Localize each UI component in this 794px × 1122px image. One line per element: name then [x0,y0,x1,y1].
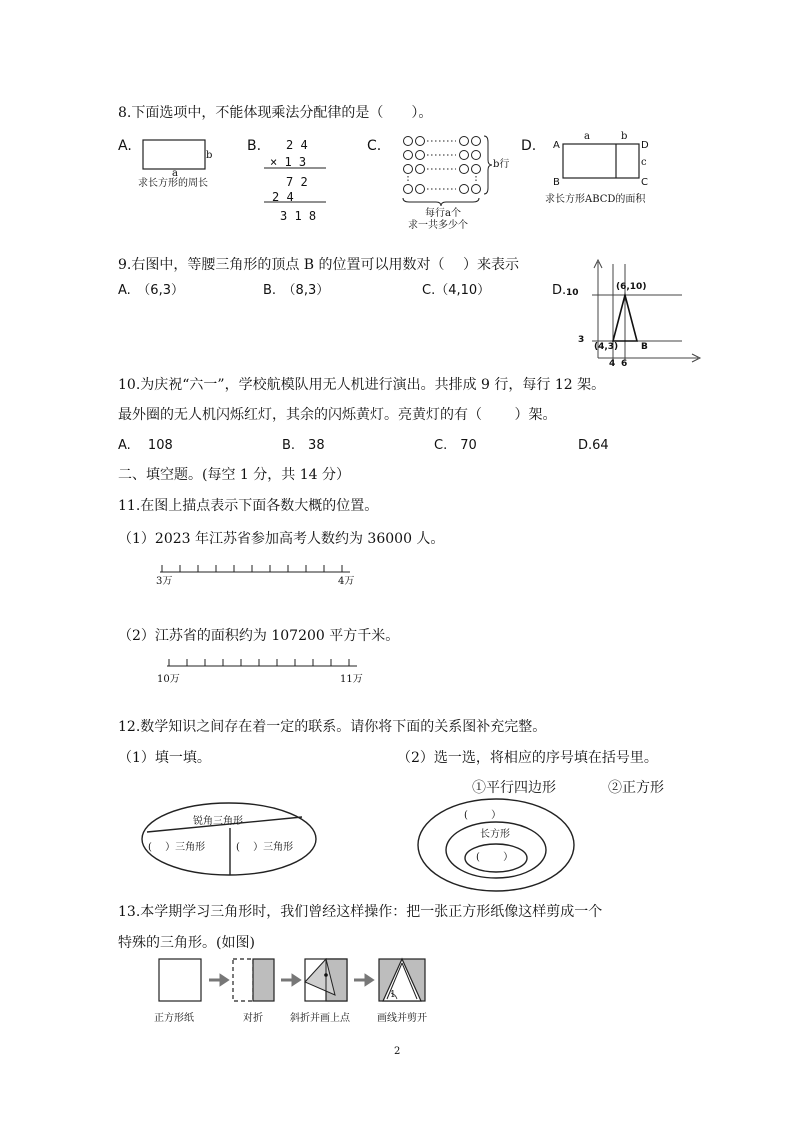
q8-a-side-a: a [172,168,178,179]
q8-b-lines [262,166,332,211]
q12-inner-blank[interactable]: ( ） [476,852,514,863]
q10-option-a[interactable]: A. 108 [118,438,173,453]
q8-d-caption: 求长方形ABCD的面积 [545,194,646,205]
q12-triangle-ellipse [140,800,330,880]
q8-d-vertex-c: C [641,177,648,188]
q12-stem: 12.数学知识之间存在着一定的联系。请你将下面的关系图补充完整。 [118,719,547,735]
q11-line2-right-label: 11万 [340,674,363,685]
q13-step-fold-half: 对折 [243,1013,263,1024]
q10-option-b[interactable]: B. 38 [282,438,325,453]
q8-d-label-b: b [621,131,628,142]
q13-folding-steps [155,955,445,1010]
q9-point-left: (4,3) [594,342,619,352]
q9-option-c[interactable]: C.（4,10） [422,283,491,298]
q8-c-caption2: 求一共多少个 [408,220,468,231]
q9-option-a[interactable]: A. （6,3） [118,283,184,298]
q12-blank-triangle-right[interactable]: ( ）三角形 [236,842,294,853]
q8-a-side-b: b [206,150,213,161]
q8-d-vertex-a: A [553,140,560,151]
q10-option-c[interactable]: C. 70 [434,438,477,453]
q11-line2-left-label: 10万 [157,674,180,685]
q10-line1: 10.为庆祝“六一”，学校航模队用无人机进行演出。共排成 9 行，每行 12 架。 [118,377,606,393]
q8-c-dot-array [400,134,510,214]
q11-part1: （1）2023 年江苏省参加高考人数约为 36000 人。 [118,531,445,547]
q10-option-d[interactable]: D.64 [578,438,609,453]
page-number: 2 [394,1046,401,1057]
q8-b-row5: 3 1 8 [280,209,317,223]
q8-c-rows-label: b行 [493,159,510,170]
q12-outer-blank[interactable]: ( ） [464,810,502,821]
q13-step-cut: 画线并剪开 [377,1013,427,1024]
q8-b-row1: 2 4 [286,138,308,152]
q8-d-vertex-b: B [553,177,560,188]
q11-stem: 11.在图上描点表示下面各数大概的位置。 [118,498,379,514]
q8-option-b-letter[interactable]: B. [247,138,262,154]
q12-part2: （2）选一选，将相应的序号填在括号里。 [397,750,658,766]
q13-line2: 特殊的三角形。(如图) [118,935,255,951]
q11-number-line-1[interactable] [160,560,360,580]
q9-y-label-3: 3 [578,335,585,345]
q8-c-caption1: 每行a个 [425,208,461,219]
q12-acute-triangle-label: 锐角三角形 [193,816,243,827]
q9-point-b: B [641,342,648,352]
q9-point-top: (6,10) [616,282,647,292]
q12-blank-triangle-left[interactable]: ( ）三角形 [148,842,206,853]
q8-option-c-letter[interactable]: C. [367,138,382,154]
q8-a-caption: 求长方形的周长 [138,178,208,189]
q9-option-d[interactable]: D. [552,283,567,298]
q13-step-diagonal-fold: 斜折并画上点 [290,1013,350,1024]
section-2-heading: 二、填空题。(每空 1 分，共 14 分） [118,467,350,483]
q12-rectangle-label: 长方形 [480,829,510,840]
q11-line1-right-label: 4万 [338,576,355,587]
q9-stem: 9.右图中，等腰三角形的顶点 B 的位置可以用数对（ ）来表示 [118,257,519,273]
q8-d-label-c: c [641,157,647,168]
q9-x-label-6: 6 [621,359,628,369]
q8-d-label-a: a [584,131,590,142]
q11-line1-left-label: 3万 [156,576,173,587]
q8-option-a-letter[interactable]: A. [118,138,132,154]
q13-step-square-paper: 正方形纸 [154,1013,194,1024]
q8-option-d-letter[interactable]: D. [521,138,537,154]
q8-b-row4: 2 4 [272,190,294,204]
q9-option-b[interactable]: B. （8,3） [263,283,330,298]
q12-part1: （1）填一填。 [118,750,211,766]
q8-b-row2: × 1 3 [270,155,307,169]
q9-y-label-10: 10 [566,288,579,298]
q8-stem: 8.下面选项中，不能体现乘法分配律的是（ ）。 [118,105,433,121]
q12-choice-2: ②正方形 [608,780,664,796]
q8-b-row3: 7 2 [286,175,308,189]
q8-d-vertex-d: D [641,140,649,151]
q11-part2: （2）江苏省的面积约为 107200 平方千米。 [118,628,400,644]
q11-number-line-2[interactable] [167,654,367,674]
q10-line2: 最外圈的无人机闪烁红灯，其余的闪烁黄灯。亮黄灯的有（ ）架。 [118,407,557,423]
q12-choice-1: ①平行四边形 [472,780,556,796]
q9-x-label-4: 4 [609,359,616,369]
q13-angle-label: 1 [390,990,396,1000]
q13-line1: 13.本学期学习三角形时，我们曾经这样操作：把一张正方形纸像这样剪成一个 [118,904,603,920]
q8-d-rectangle [560,140,650,185]
